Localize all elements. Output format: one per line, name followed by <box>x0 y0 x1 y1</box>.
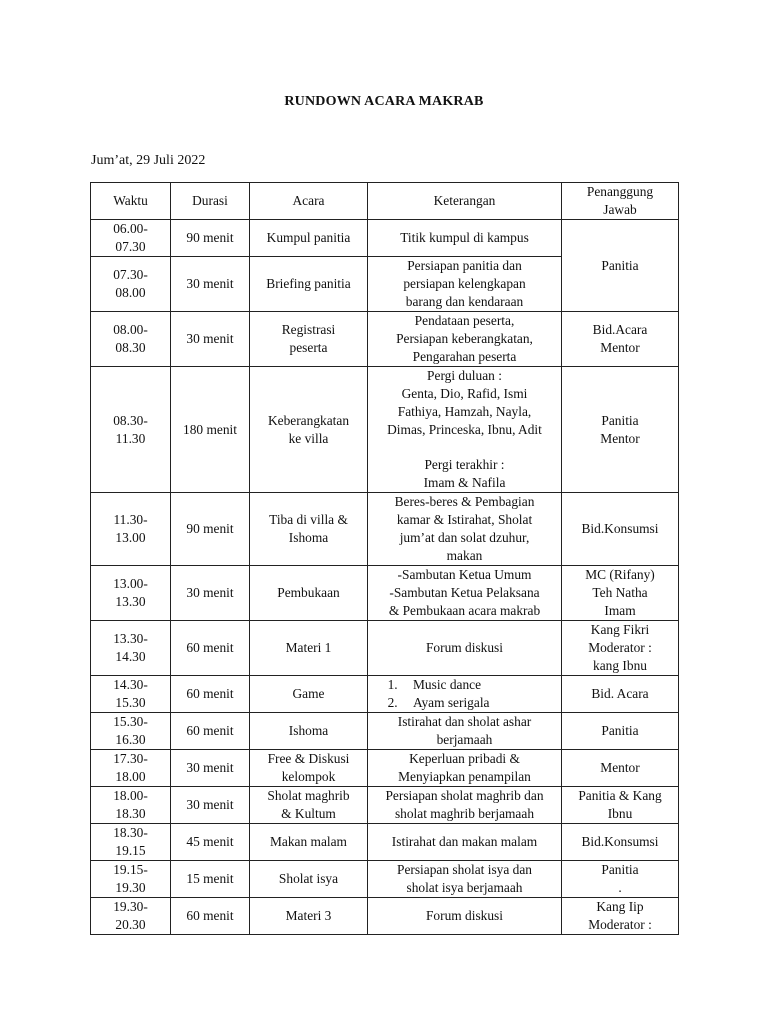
pj-line: Mentor <box>600 340 640 355</box>
pj-line: Panitia <box>601 862 639 877</box>
cell-waktu <box>91 861 171 898</box>
pj-line: kang Ibnu <box>593 658 647 673</box>
acara-line: Materi 3 <box>285 908 332 923</box>
acara-line: Materi 1 <box>285 640 332 655</box>
event-date: Jum’at, 29 Juli 2022 <box>91 153 206 168</box>
keterangan-line: Genta, Dio, Rafid, Ismi <box>401 386 528 401</box>
acara-line: Ishoma <box>288 723 329 738</box>
cell-penanggung-jawab <box>562 493 679 566</box>
header-durasi: Durasi <box>171 183 250 220</box>
keterangan-line: Persiapan sholat isya dan <box>397 862 532 877</box>
cell-acara <box>250 257 368 312</box>
cell-keterangan <box>368 566 562 621</box>
table-row <box>91 898 679 935</box>
table-row <box>91 713 679 750</box>
cell-keterangan <box>368 493 562 566</box>
waktu-start: 13.30- <box>113 631 148 646</box>
cell-durasi: 45 menit <box>171 824 250 861</box>
cell-waktu <box>91 257 171 312</box>
cell-acara <box>250 824 368 861</box>
table-row <box>91 787 679 824</box>
waktu-start: 18.30- <box>113 825 148 840</box>
cell-penanggung-jawab <box>562 898 679 935</box>
header-acara: Acara <box>250 183 368 220</box>
acara-line: peserta <box>289 340 328 355</box>
cell-penanggung-jawab <box>562 750 679 787</box>
cell-waktu <box>91 750 171 787</box>
cell-keterangan <box>368 676 562 713</box>
table-row <box>91 750 679 787</box>
keterangan-line: -Sambutan Ketua Pelaksana <box>389 585 540 600</box>
keterangan-line: barang dan kendaraan <box>405 294 524 309</box>
pj-line: Bid. Acara <box>591 686 649 701</box>
cell-acara <box>250 566 368 621</box>
cell-penanggung-jawab <box>562 621 679 676</box>
keterangan-line: Menyiapkan penampilan <box>398 769 531 784</box>
acara-line: kelompok <box>281 769 336 784</box>
pj-line: Panitia <box>601 723 639 738</box>
document-title: RUNDOWN ACARA MAKRAB <box>284 94 484 109</box>
cell-penanggung-jawab <box>562 367 679 493</box>
waktu-start: 17.30- <box>113 751 148 766</box>
pj-line: Moderator : <box>588 640 652 655</box>
waktu-start: 19.30- <box>113 899 148 914</box>
waktu-start: 08.30- <box>113 412 148 428</box>
waktu-end: 11.30 <box>115 430 146 446</box>
keterangan-line: -Sambutan Ketua Umum <box>397 567 532 582</box>
table-row <box>91 824 679 861</box>
cell-durasi: 30 menit <box>171 312 250 367</box>
cell-keterangan <box>368 367 562 493</box>
keterangan-line: Fathiya, Hamzah, Nayla, <box>397 404 532 419</box>
waktu-end: 19.30 <box>115 880 146 895</box>
cell-durasi: 30 menit <box>171 787 250 824</box>
keterangan-line: Pengarahan peserta <box>412 349 517 364</box>
keterangan-line: Imam & Nafila <box>423 475 506 490</box>
cell-durasi: 30 menit <box>171 566 250 621</box>
acara-line: Game <box>292 686 325 701</box>
waktu-end: 20.30 <box>115 917 146 932</box>
cell-acara <box>250 713 368 750</box>
waktu-end: 14.30 <box>115 649 146 664</box>
pj-line: Kang Iip <box>596 899 644 914</box>
waktu-end: 19.15 <box>115 843 146 858</box>
pj-line: Moderator : <box>588 917 652 932</box>
cell-waktu <box>91 566 171 621</box>
acara-line: Pembukaan <box>277 585 340 600</box>
cell-waktu <box>91 367 171 493</box>
keterangan-line: Istirahat dan sholat ashar <box>397 714 532 729</box>
keterangan-line: Istirahat dan makan malam <box>391 834 538 849</box>
header-keterangan: Keterangan <box>368 183 562 220</box>
cell-waktu <box>91 621 171 676</box>
waktu-end: 08.00 <box>115 285 146 300</box>
keterangan-line: berjamaah <box>436 732 493 747</box>
pj-line: Mentor <box>600 760 640 775</box>
acara-line: Ishoma <box>288 530 329 545</box>
acara-line: Tiba di villa & <box>269 512 348 527</box>
cell-durasi: 90 menit <box>171 220 250 257</box>
pj-line: Panitia <box>601 412 639 428</box>
cell-keterangan <box>368 312 562 367</box>
acara-line: Sholat isya <box>278 871 339 886</box>
cell-acara <box>250 861 368 898</box>
keterangan-line: Persiapan keberangkatan, <box>396 331 533 346</box>
cell-keterangan <box>368 898 562 935</box>
keterangan-line: & Pembukaan acara makrab <box>388 603 541 618</box>
waktu-start: 06.00- <box>113 221 148 236</box>
cell-durasi: 60 menit <box>171 676 250 713</box>
cell-acara <box>250 493 368 566</box>
pj-line: Kang Fikri <box>590 622 650 637</box>
list-item: 2. Ayam serigala <box>401 694 558 712</box>
pj-line: Mentor <box>600 430 640 446</box>
cell-penanggung-jawab <box>562 861 679 898</box>
waktu-start: 19.15- <box>113 862 148 877</box>
acara-line: Sholat maghrib <box>267 788 350 803</box>
acara-line: Makan malam <box>270 834 347 849</box>
pj-line: Bid.Konsumsi <box>581 521 659 536</box>
keterangan-line: sholat isya berjamaah <box>406 880 523 895</box>
waktu-end: 08.30 <box>115 340 146 355</box>
cell-waktu <box>91 493 171 566</box>
keterangan-line: Pendataan peserta, <box>414 313 515 328</box>
cell-penanggung-jawab <box>562 312 679 367</box>
cell-penanggung-jawab <box>562 787 679 824</box>
list-item: 1. Music dance <box>401 676 558 694</box>
header-penanggung-jawab <box>562 183 679 220</box>
cell-durasi: 30 menit <box>171 257 250 312</box>
waktu-start: 11.30- <box>113 512 148 527</box>
rundown-table <box>90 182 679 935</box>
pj-line: MC (Rifany) <box>585 567 655 582</box>
cell-keterangan <box>368 713 562 750</box>
acara-line: ke villa <box>288 430 329 446</box>
pj-line: Teh Natha <box>592 585 648 600</box>
keterangan-line: Persiapan sholat maghrib dan <box>385 788 544 803</box>
keterangan-spacer <box>371 439 558 456</box>
waktu-start: 07.30- <box>113 267 148 282</box>
keterangan-line: Dimas, Princeska, Ibnu, Adit <box>387 422 542 437</box>
cell-durasi: 60 menit <box>171 713 250 750</box>
waktu-start: 15.30- <box>113 714 148 729</box>
cell-waktu <box>91 898 171 935</box>
pj-line: Panitia <box>601 257 639 273</box>
pj-line: Panitia & Kang <box>578 788 662 803</box>
header-pj-line: Penanggung <box>586 184 654 199</box>
cell-acara <box>250 750 368 787</box>
cell-keterangan <box>368 621 562 676</box>
cell-penanggung-jawab <box>562 220 679 312</box>
cell-durasi: 30 menit <box>171 750 250 787</box>
keterangan-line: jum’at dan solat dzuhur, <box>399 530 530 545</box>
pj-line: Bid.Konsumsi <box>581 834 659 849</box>
keterangan-line: Pergi duluan : <box>427 368 502 383</box>
acara-line: Free & Diskusi <box>267 751 350 766</box>
cell-acara <box>250 676 368 713</box>
keterangan-line: Keperluan pribadi & <box>409 751 520 766</box>
cell-penanggung-jawab <box>562 566 679 621</box>
table-row <box>91 367 679 493</box>
cell-keterangan <box>368 220 562 257</box>
keterangan-line: kamar & Istirahat, Sholat <box>396 512 533 527</box>
cell-durasi: 60 menit <box>171 898 250 935</box>
header-waktu: Waktu <box>91 183 171 220</box>
waktu-start: 14.30- <box>113 677 148 692</box>
cell-penanggung-jawab <box>562 713 679 750</box>
cell-keterangan <box>368 824 562 861</box>
cell-keterangan <box>368 750 562 787</box>
cell-penanggung-jawab <box>562 676 679 713</box>
cell-acara <box>250 787 368 824</box>
cell-acara <box>250 312 368 367</box>
cell-waktu <box>91 824 171 861</box>
acara-line: Kumpul panitia <box>266 230 351 245</box>
waktu-end: 18.00 <box>115 769 146 784</box>
keterangan-line: Beres-beres & Pembagian <box>394 494 535 509</box>
cell-penanggung-jawab <box>562 824 679 861</box>
table-row <box>91 621 679 676</box>
table-row <box>91 861 679 898</box>
keterangan-line: Forum diskusi <box>425 640 503 655</box>
waktu-end: 07.30 <box>115 239 146 254</box>
acara-line: & Kultum <box>281 806 336 821</box>
table-row <box>91 676 679 713</box>
cell-waktu <box>91 713 171 750</box>
waktu-end: 15.30 <box>115 695 146 710</box>
cell-keterangan <box>368 787 562 824</box>
waktu-start: 18.00- <box>113 788 148 803</box>
keterangan-line: Titik kumpul di kampus <box>400 230 529 245</box>
pj-line: Imam <box>604 603 636 618</box>
cell-keterangan <box>368 861 562 898</box>
keterangan-line: sholat maghrib berjamaah <box>394 806 535 821</box>
keterangan-line: Pergi terakhir : <box>424 457 505 472</box>
cell-acara <box>250 898 368 935</box>
table-row <box>91 566 679 621</box>
pj-line: Ibnu <box>607 806 633 821</box>
cell-acara <box>250 220 368 257</box>
keterangan-line: Persiapan panitia dan <box>407 258 522 273</box>
cell-durasi: 15 menit <box>171 861 250 898</box>
keterangan-line: Forum diskusi <box>425 908 503 923</box>
cell-waktu <box>91 220 171 257</box>
acara-line: Registrasi <box>281 322 336 337</box>
cell-acara <box>250 621 368 676</box>
header-pj-line: Jawab <box>603 202 637 217</box>
table-row <box>91 312 679 367</box>
cell-durasi: 180 menit <box>171 367 250 493</box>
table-row <box>91 220 679 257</box>
cell-waktu <box>91 787 171 824</box>
waktu-start: 08.00- <box>113 322 148 337</box>
table-row <box>91 493 679 566</box>
waktu-end: 13.30 <box>115 594 146 609</box>
keterangan-line: persiapan kelengkapan <box>403 276 526 291</box>
pj-line: . <box>618 880 622 895</box>
acara-line: Keberangkatan <box>267 412 350 428</box>
cell-keterangan <box>368 257 562 312</box>
cell-waktu <box>91 312 171 367</box>
cell-acara <box>250 367 368 493</box>
acara-line: Briefing panitia <box>266 276 351 291</box>
waktu-end: 16.30 <box>115 732 146 747</box>
waktu-end: 13.00 <box>115 530 146 545</box>
keterangan-line: makan <box>446 548 483 563</box>
waktu-start: 13.00- <box>113 576 148 591</box>
waktu-end: 18.30 <box>115 806 146 821</box>
cell-waktu <box>91 676 171 713</box>
game-list <box>371 676 558 712</box>
pj-line: Bid.Acara <box>592 322 648 337</box>
table-header-row <box>91 183 679 220</box>
cell-durasi: 90 menit <box>171 493 250 566</box>
cell-durasi: 60 menit <box>171 621 250 676</box>
